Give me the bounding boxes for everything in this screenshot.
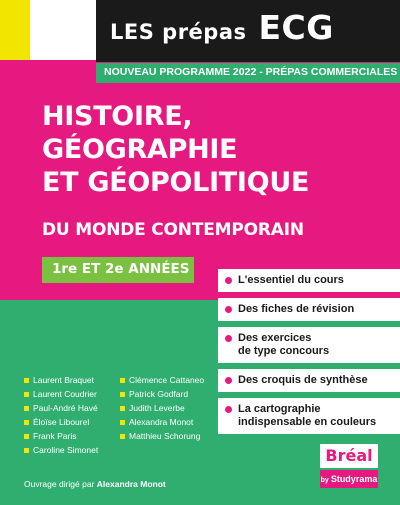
- book-title: [42, 100, 309, 199]
- feature-item: La cartographie indispensable en couleurs: [218, 398, 400, 434]
- author-item: Caroline Simonet: [24, 445, 112, 455]
- square-bullet-icon: [24, 406, 29, 411]
- publisher-logo: [320, 444, 378, 492]
- square-bullet-icon: [120, 420, 125, 425]
- author-item: Judith Leverbe: [120, 403, 230, 413]
- yellow-tab: [0, 0, 30, 60]
- square-bullet-icon: [24, 420, 29, 425]
- author-item: Matthieu Schorung: [120, 431, 230, 441]
- feature-item: Des croquis de synthèse: [218, 369, 400, 392]
- book-subtitle: DU MONDE CONTEMPORAIN: [42, 220, 304, 240]
- author-item: Éloïse Libourel: [24, 417, 112, 427]
- bullet-dot-icon: [225, 306, 232, 313]
- author-item: Patrick Godfard: [120, 389, 230, 399]
- title-line-3: ET GÉOPOLITIQUE: [42, 167, 310, 198]
- logo-brand: Bréal: [320, 444, 378, 468]
- square-bullet-icon: [120, 434, 125, 439]
- feature-list: [218, 269, 400, 440]
- years-label: 1re ET 2e ANNÉES: [52, 261, 190, 277]
- square-bullet-icon: [24, 378, 29, 383]
- logo-partner: by Studyrama: [320, 470, 378, 488]
- title-line-1: HISTOIRE,: [42, 101, 193, 132]
- series-title: [110, 8, 334, 56]
- author-item: Laurent Coudrier: [24, 389, 112, 399]
- author-item: Paul-André Havé: [24, 403, 112, 413]
- editor-credit: [24, 479, 166, 489]
- series-les: LES prépas: [110, 20, 247, 44]
- square-bullet-icon: [120, 406, 125, 411]
- author-list: [24, 375, 224, 455]
- feature-item: L'essentiel du cours: [218, 269, 400, 292]
- editor-name: Alexandra Monot: [96, 479, 166, 489]
- author-item: Frank Paris: [24, 431, 112, 441]
- square-bullet-icon: [24, 392, 29, 397]
- series-ecg: ECG: [258, 8, 334, 47]
- author-item: Laurent Braquet: [24, 375, 112, 385]
- editor-prefix: Ouvrage dirigé par: [24, 479, 95, 489]
- title-line-2: GÉOGRAPHIE: [42, 134, 238, 165]
- programme-label: NOUVEAU PROGRAMME 2022 - PRÉPAS COMMERCIALES: [104, 66, 398, 78]
- square-bullet-icon: [120, 378, 125, 383]
- feature-item: Des fiches de révision: [218, 298, 400, 321]
- square-bullet-icon: [24, 434, 29, 439]
- author-item: Alexandra Monot: [120, 417, 230, 427]
- author-item: Clémence Cattaneo: [120, 375, 230, 385]
- bullet-dot-icon: [225, 335, 232, 342]
- square-bullet-icon: [24, 448, 29, 453]
- feature-item: Des exercices de type concours: [218, 327, 400, 363]
- bullet-dot-icon: [225, 277, 232, 284]
- square-bullet-icon: [120, 392, 125, 397]
